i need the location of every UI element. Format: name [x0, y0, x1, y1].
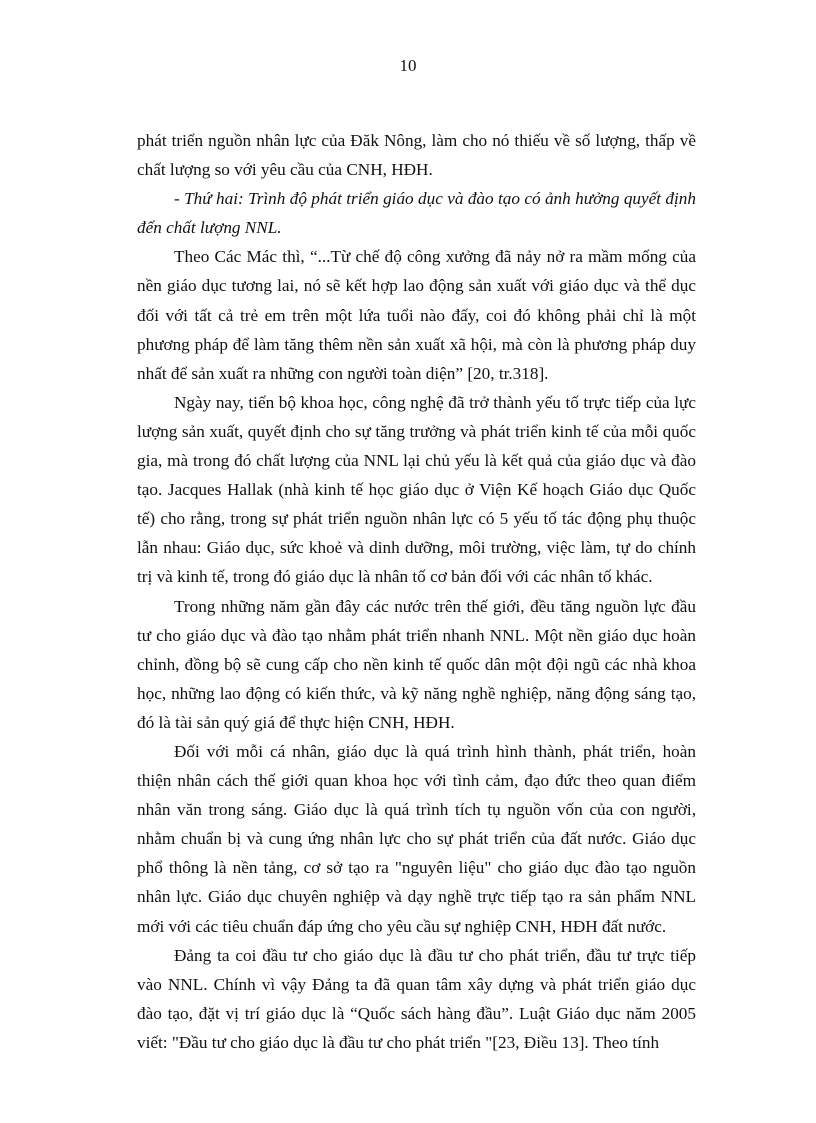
paragraph-world-investment: Trong những năm gần đây các nước trên thế giới, đều tăng nguồn lực đầu tư cho giáo dục và đào tạo nhằm phát triển nhanh NNL. Một nền giáo dục hoàn chỉnh, đồng bộ sẽ cung cấp cho nền kinh tế quốc dân một đội ngũ các nhà khoa học, những lao động có kiến thức, và kỹ năng nghề nghiệp, năng động sáng tạo, đó là tài sản quý giá để thực hiện CNH, HĐH.	[137, 596, 696, 732]
section-heading-second-factor: - Thứ hai: Trình độ phát triển giáo dục và đào tạo có ảnh hưởng quyết định đến chất lượng NNL.	[137, 189, 696, 238]
paragraph-individual-education: Đối với mỗi cá nhân, giáo dục là quá trình hình thành, phát triển, hoàn thiện nhân cách thế giới quan khoa học với tình cảm, đạo đức theo quan điểm nhân văn trong sáng. Giáo dục là quá trình tích tụ nguồn vốn của con người, nhằm chuẩn bị và cung ứng nhân lực cho sự phát triển của đất nước. Giáo dục phổ thông là nền tảng, cơ sở tạo ra "nguyên liệu" cho giáo dục đào tạo nguồn nhân lực. Giáo dục chuyên nghiệp và dạy nghề trực tiếp tạo ra sản phẩm NNL mới với các tiêu chuẩn đáp ứng cho yêu cầu sự nghiệp CNH, HĐH đất nước.	[137, 741, 696, 936]
page-number: 10	[399, 56, 417, 75]
body-text	[137, 126, 696, 1057]
paragraph-science-technology: Ngày nay, tiến bộ khoa học, công nghệ đã trở thành yếu tố trực tiếp của lực lượng sản xuất, quyết định cho sự tăng trưởng và phát triển kinh tế của mỗi quốc gia, mà trong đó chất lượng của NNL lại chủ yếu là kết quả của giáo dục và đào tạo. Jacques Hallak (nhà kinh tế học giáo dục ở Viện Kế hoạch Giáo dục Quốc tế) cho rằng, trong sự phát triển nguồn nhân lực có 5 yếu tố tác động phụ thuộc lẫn nhau: Giáo dục, sức khoẻ và dinh dưỡng, môi trường, việc làm, tự do chính trị và kinh tế, trong đó giáo dục là nhân tố cơ bản đối với các nhân tố khác.	[137, 392, 696, 587]
paragraph-marx-quote: Theo Các Mác thì, “...Từ chế độ công xưởng đã nảy nở ra mầm mống của nền giáo dục tương lai, nó sẽ kết hợp lao động sản xuất với giáo dục và thể dục đối với tất cả trẻ em trên một lứa tuổi nào đấy, coi đó không phải chỉ là một phương pháp để làm tăng thêm nền sản xuất xã hội, mà còn là phương pháp duy nhất để sản xuất ra những con người toàn diện” [20, tr.318].	[137, 247, 696, 383]
paragraph-continuation: phát triển nguồn nhân lực của Đăk Nông, làm cho nó thiếu về số lượng, thấp về chất lượng so với yêu cầu của CNH, HĐH.	[137, 131, 696, 180]
paragraph-party-investment: Đảng ta coi đầu tư cho giáo dục là đầu tư cho phát triển, đầu tư trực tiếp vào NNL. Chính vì vậy Đảng ta đã quan tâm xây dựng và phát triển giáo dục đào tạo, đặt vị trí giáo dục là “Quốc sách hàng đầu”. Luật Giáo dục năm 2005 viết: "Đầu tư cho giáo dục là đầu tư cho phát triển "[23, Điều 13]. Theo tính	[137, 945, 696, 1052]
